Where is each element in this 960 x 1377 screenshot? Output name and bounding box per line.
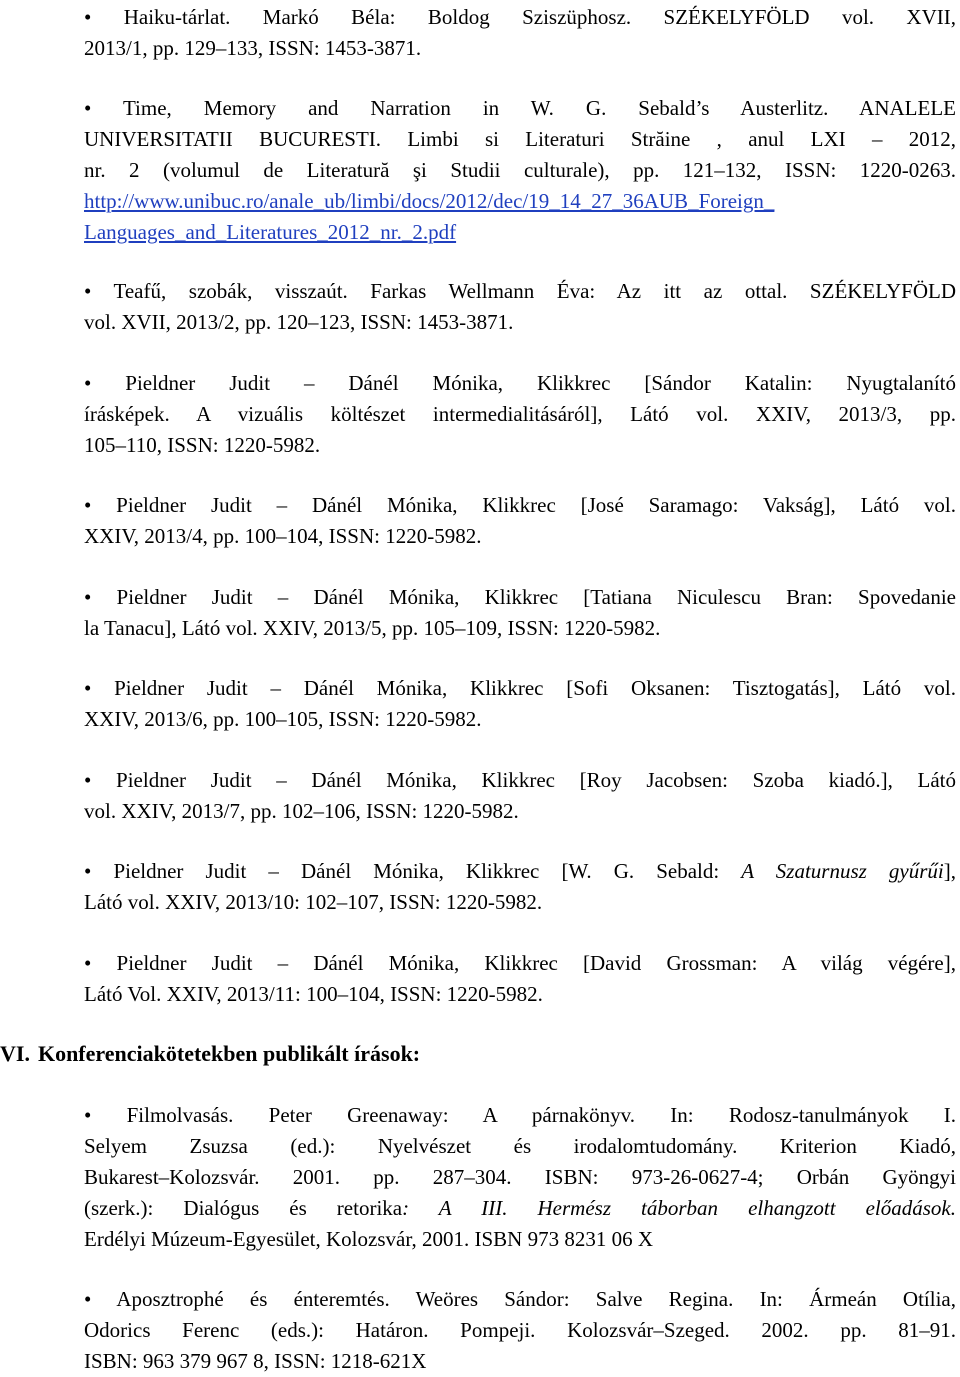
entry-line: • Aposztrophé és énteremtés. Weöres Sándor: Salve Regina. In: Ármeán Otília, — [84, 1287, 956, 1311]
publication-entry — [84, 948, 956, 1010]
entry-italic-title: A Szaturnusz gyűrűi — [741, 859, 944, 883]
entry-line: vol. XXIV, 2013/7, pp. 102–106, ISSN: 1220-5982. — [84, 799, 519, 823]
publication-entry — [84, 276, 956, 338]
publication-entry — [84, 1100, 956, 1255]
entry-line: írásképek. A vizuális költészet intermedialitásáról], Látó vol. XXIV, 2013/3, pp. — [84, 402, 956, 426]
entry-line: • Pieldner Judit – Dánél Mónika, Klikkrec [Sándor Katalin: Nyugtalanító — [84, 371, 956, 395]
entry-line: • Pieldner Judit – Dánél Mónika, Klikkrec [Roy Jacobsen: Szoba kiadó.], Látó — [84, 768, 956, 792]
entry-line: • Pieldner Judit – Dánél Mónika, Klikkrec [José Saramago: Vakság], Látó vol. — [84, 493, 956, 517]
section-number: VI. — [0, 1041, 30, 1066]
section-heading — [0, 1038, 420, 1069]
entry-line: la Tanacu], Látó vol. XXIV, 2013/5, pp. 105–109, ISSN: 1220-5982. — [84, 616, 661, 640]
entry-line: Selyem Zsuzsa (ed.): Nyelvészet és irodalomtudomány. Kriterion Kiadó, — [84, 1134, 956, 1158]
entry-line: nr. 2 (volumul de Literatură şi Studii culturale), pp. 121–132, ISSN: 1220-0263. — [84, 158, 956, 182]
publication-entry — [84, 582, 956, 644]
entry-line: • Time, Memory and Narration in W. G. Sebald’s Austerlitz. ANALELE — [84, 96, 956, 120]
entry-line: Látó vol. XXIV, 2013/10: 102–107, ISSN: 1220-5982. — [84, 890, 543, 914]
entry-line: • Pieldner Judit – Dánél Mónika, Klikkrec [David Grossman: A világ végére], — [84, 951, 956, 975]
entry-text: • Pieldner Judit – Dánél Mónika, Klikkrec [W. G. Sebald: — [84, 859, 742, 883]
entry-line: UNIVERSITATII BUCURESTI. Limbi si Literaturi Străine , anul LXI – 2012, — [84, 127, 956, 151]
entry-line — [84, 856, 956, 887]
entry-line: Erdélyi Múzeum-Egyesület, Kolozsvár, 2001. ISBN 973 8231 06 X — [84, 1227, 653, 1251]
entry-line: ISBN: 963 379 967 8, ISSN: 1218-621X — [84, 1349, 427, 1373]
entry-line: Bukarest–Kolozsvár. 2001. pp. 287–304. ISBN: 973-26-0627-4; Orbán Gyöngyi — [84, 1165, 956, 1189]
entry-line: vol. XVII, 2013/2, pp. 120–123, ISSN: 1453-3871. — [84, 310, 514, 334]
publication-entry — [84, 1284, 956, 1377]
entry-line: Odorics Ferenc (eds.): Határon. Pompeji. Kolozsvár–Szeged. 2002. pp. 81–91. — [84, 1318, 956, 1342]
entry-line: 2013/1, pp. 129–133, ISSN: 1453-3871. — [84, 36, 422, 60]
publication-entry — [84, 765, 956, 827]
entry-url-link[interactable]: http://www.unibuc.ro/anale_ub/limbi/docs/2012/dec/19_14_27_36AUB_Foreign_ — [84, 189, 775, 213]
publication-entry — [84, 93, 956, 248]
publication-entry — [84, 856, 956, 918]
entry-url-link[interactable]: Languages_and_Literatures_2012_nr._2.pdf — [84, 220, 457, 244]
entry-text: (szerk.): Dialógus és retorika — [84, 1196, 403, 1220]
entry-line: • Haiku-tárlat. Markó Béla: Boldog Sziszüphosz. SZÉKELYFÖLD vol. XVII, — [84, 5, 956, 29]
entry-line: XXIV, 2013/6, pp. 100–105, ISSN: 1220-5982. — [84, 707, 482, 731]
section-title: Konferenciakötetekben publikált írások: — [37, 1041, 421, 1066]
entry-italic-title: : A III. Hermész táborban elhangzott előadások. — [402, 1196, 957, 1220]
entry-line: • Pieldner Judit – Dánél Mónika, Klikkrec [Tatiana Niculescu Bran: Spovedanie — [84, 585, 956, 609]
entry-line — [84, 1193, 956, 1224]
publication-entry — [84, 673, 956, 735]
publication-entry — [84, 490, 956, 552]
entry-line: • Pieldner Judit – Dánél Mónika, Klikkrec [Sofi Oksanen: Tisztogatás], Látó vol. — [84, 676, 956, 700]
entry-line: • Filmolvasás. Peter Greenaway: A párnakönyv. In: Rodosz-tanulmányok I. — [84, 1103, 956, 1127]
entry-line: Látó Vol. XXIV, 2013/11: 100–104, ISSN: 1220-5982. — [84, 982, 543, 1006]
entry-line: XXIV, 2013/4, pp. 100–104, ISSN: 1220-5982. — [84, 524, 482, 548]
publication-entry — [84, 368, 956, 461]
entry-text: ], — [943, 859, 956, 883]
entry-line: 105–110, ISSN: 1220-5982. — [84, 433, 321, 457]
entry-line: • Teafű, szobák, visszaút. Farkas Wellmann Éva: Az itt az ottal. SZÉKELYFÖLD — [84, 279, 956, 303]
publication-entry — [84, 2, 956, 64]
